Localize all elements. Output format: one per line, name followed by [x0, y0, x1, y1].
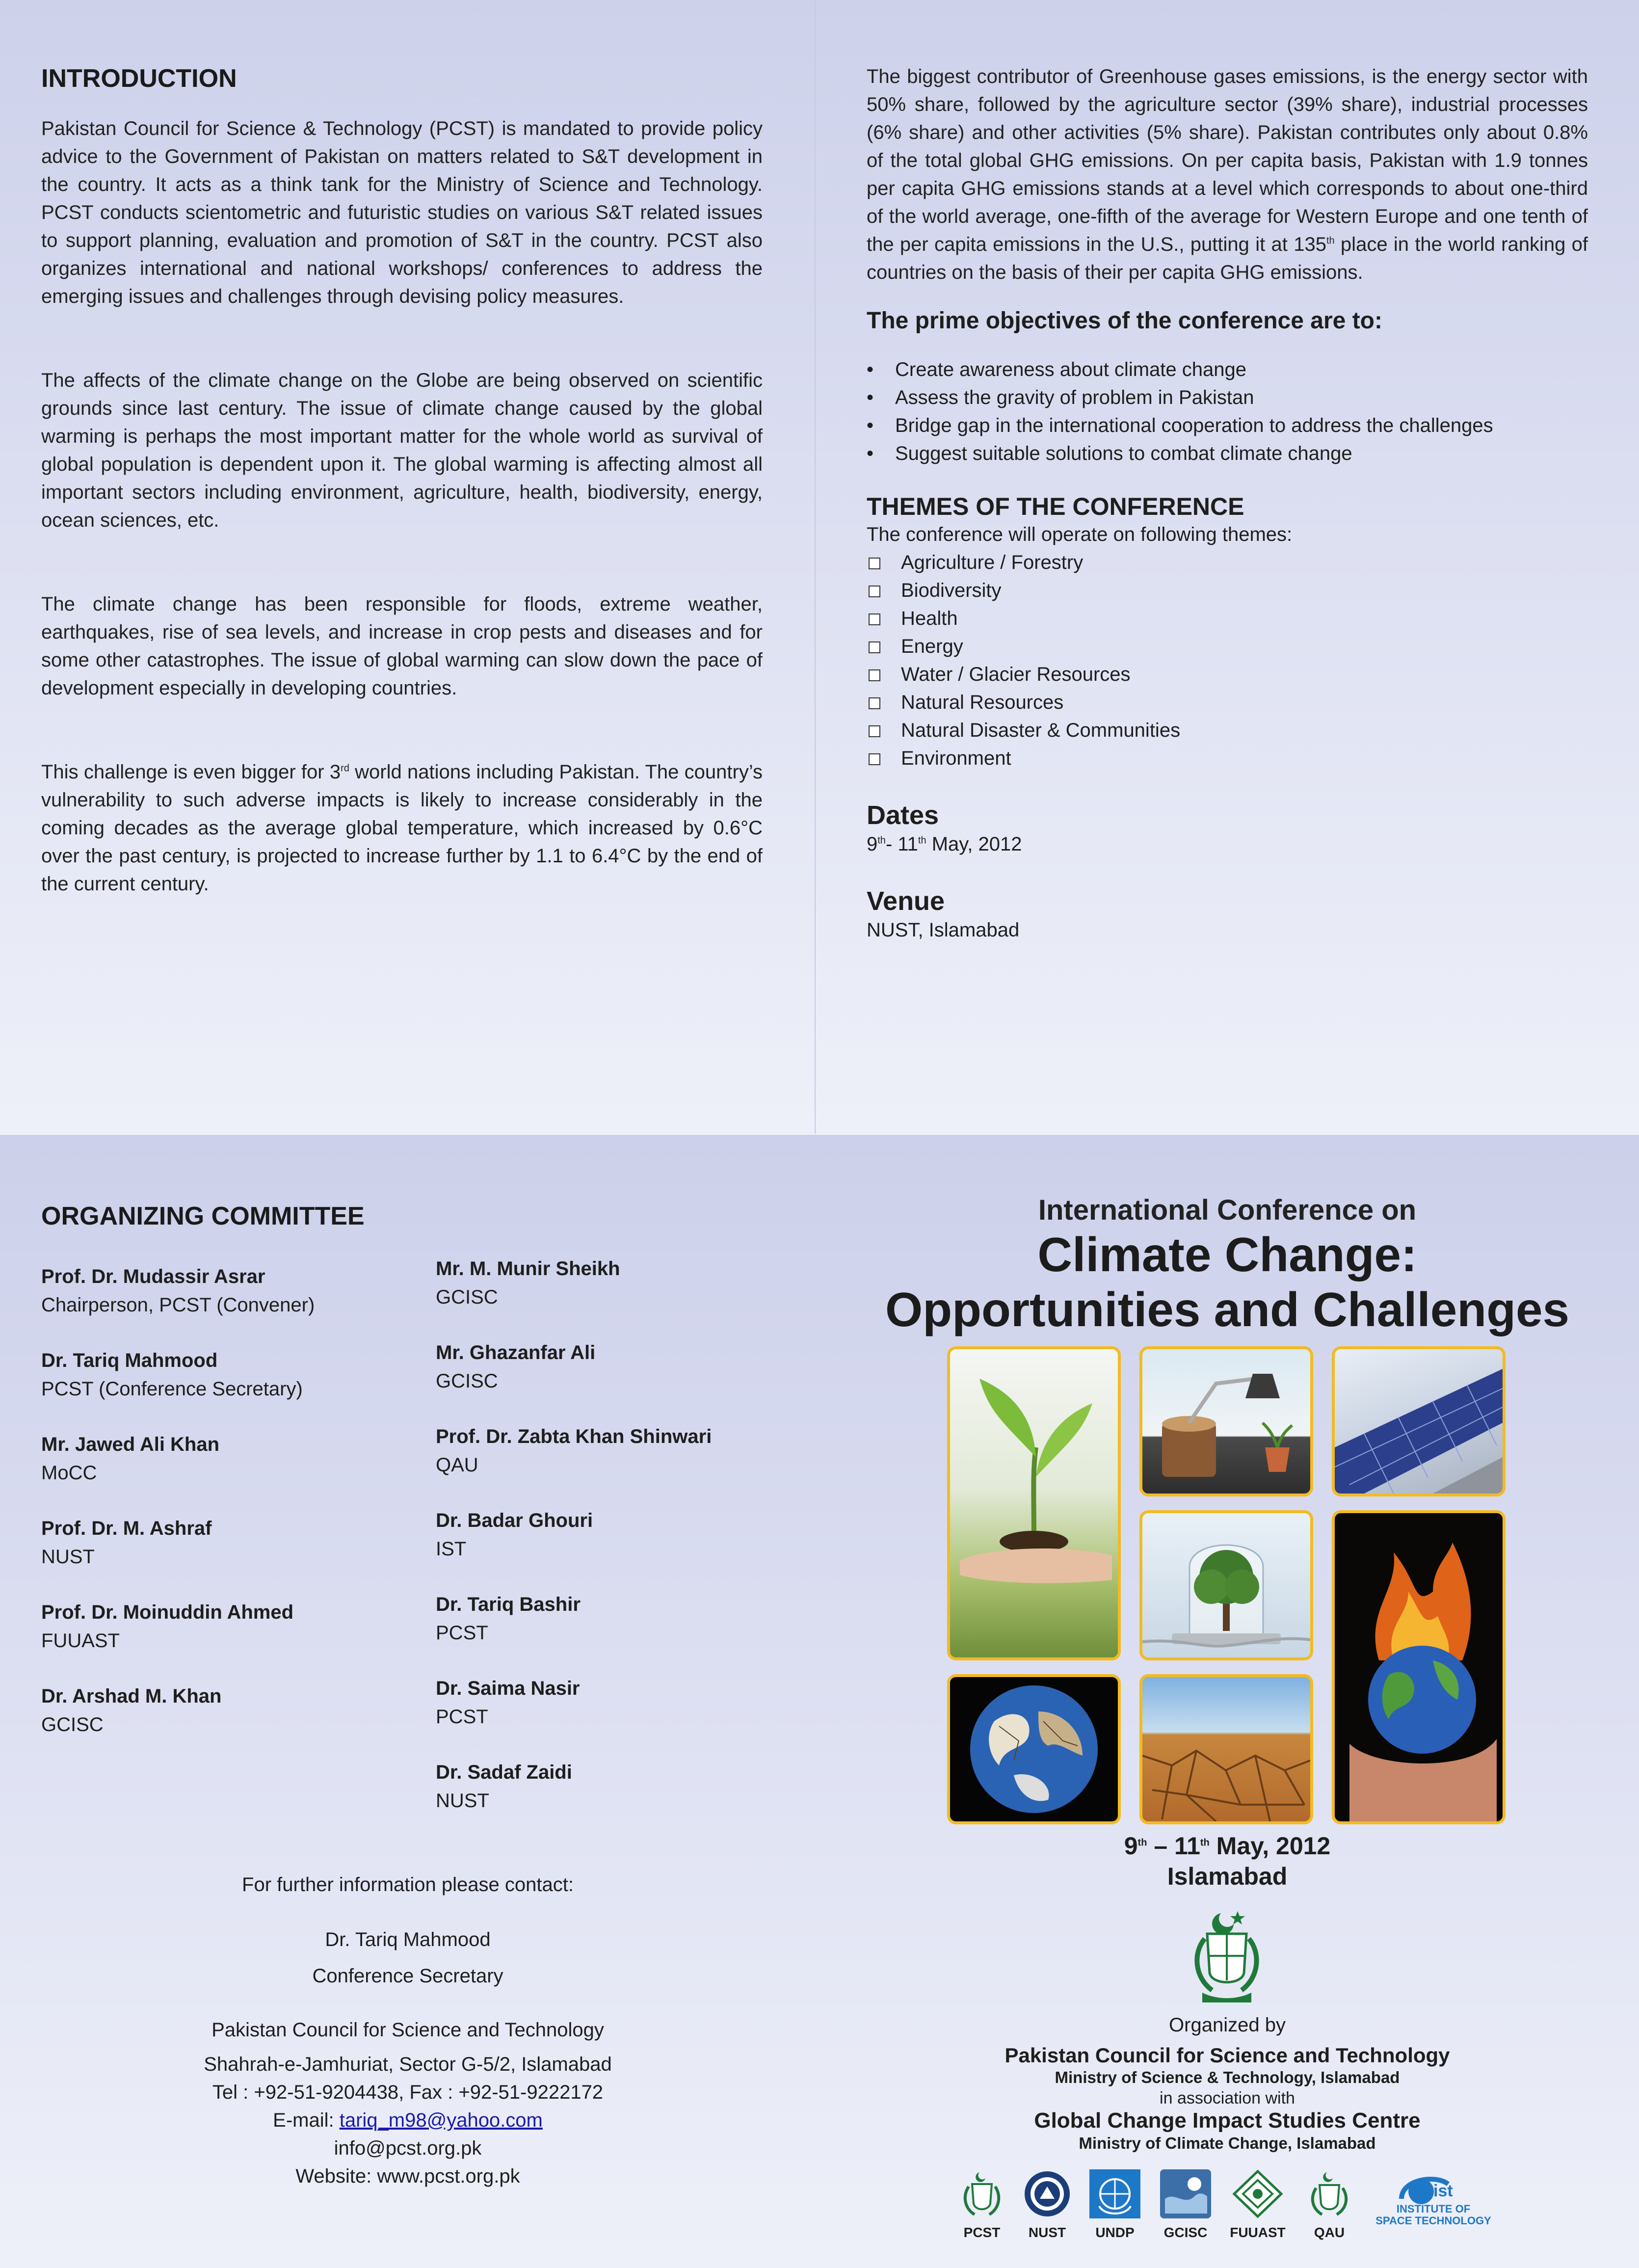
flaming-globe-icon: [1335, 1513, 1503, 1821]
committee-heading: ORGANIZING COMMITTEE: [41, 1202, 365, 1230]
partner-logos: [955, 2169, 1500, 2248]
committee-member: Dr. Sadaf Zaidi NUST: [436, 1761, 572, 1812]
objective-item: • Bridge gap in the international cooperation to address the challenges: [867, 415, 1493, 436]
fuuast-emblem-icon: [1232, 2169, 1283, 2218]
lamp-and-plant-photo: [1139, 1346, 1313, 1496]
committee-member: Prof. Dr. M. Ashraf NUST: [41, 1518, 212, 1568]
contact-email-line: [0, 2107, 816, 2135]
committee-member: Prof. Dr. Moinuddin Ahmed FUUAST: [41, 1601, 294, 1652]
cover-dates: [816, 1831, 1639, 1892]
cover-city: Islamabad: [1167, 1863, 1288, 1890]
organizer-pcst: Pakistan Council for Science and Technology: [1005, 2044, 1450, 2067]
ghg-text-a: The biggest contributor of Greenhouse gases emissions, is the energy sector with 50% share, followed by the agriculture sector (39% share), industrial processes (6% share) and other activities (5% share). Pakistan contributes only about 0.8% of the total global GHG emissions. On per capita basis, Pakistan with 1.9 tonnes per capita GHG emissions stands at a level which corresponds to about one-third of the world average, one-fifth of the average for Western Europe and one tenth of the per capita emissions in the U.S., putting it at 135: [867, 66, 1588, 255]
intro-paragraph-2: The affects of the climate change on the Globe are being observed on scientific grounds since last century. The issue of climate change caused by the global warming is perhaps the most important matter for the whole world as survival of global population is dependent upon it. The global warming is affecting almost all important sectors including environment, agriculture, health, biodiversity, energy, ocean sciences, etc.: [41, 370, 763, 531]
fold-line-horizontal: [0, 1134, 1639, 1135]
cracked-earth-globe-photo: [947, 1674, 1121, 1824]
pcst-emblem-icon: [960, 2169, 1004, 2218]
contact-intro: For further information please contact:: [242, 1874, 574, 1895]
gcisc-emblem-icon: [1160, 2169, 1211, 2218]
intro-p4-text-b: world nations including Pakistan. The country’s vulnerability to such adverse impacts is likely to increase considerably in the coming decades as the average global temperature, which increased by 0.6°C over the past century, is projected to increase further by 1.1 to 6.4°C by the end of the current century.: [41, 761, 763, 895]
committee-member: Mr. M. Munir Sheikh GCISC: [436, 1258, 620, 1308]
intro-p4-sup: rd: [341, 763, 349, 774]
committee-member: Mr. Ghazanfar Ali GCISC: [436, 1342, 596, 1392]
objectives-heading: The prime objectives of the conference are to:: [867, 308, 1382, 334]
ghg-text-b: place in the world ranking of countries on the basis of their per capita GHG emissions.: [867, 234, 1588, 283]
cover-subtitle: International Conference on: [1038, 1194, 1417, 1226]
checkbox-icon: [869, 725, 880, 737]
cover-title: [816, 1227, 1639, 1337]
theme-item: Biodiversity: [867, 577, 1588, 605]
objective-item: • Assess the gravity of problem in Pakistan: [867, 387, 1254, 408]
cover-date-line: 9th – 11th May, 2012: [1124, 1832, 1331, 1860]
email-link[interactable]: tariq_m98@yahoo.com: [339, 2109, 543, 2131]
qau-emblem-icon: [1307, 2169, 1351, 2218]
intro-paragraph-4: [41, 758, 763, 898]
tree-in-bell-jar-photo: [1139, 1510, 1313, 1660]
objective-item: • Suggest suitable solutions to combat climate change: [867, 443, 1352, 464]
ghg-sup: th: [1326, 235, 1335, 246]
introduction-heading: INTRODUCTION: [41, 64, 237, 93]
checkbox-icon: [869, 641, 880, 653]
cover-title-line-2: Opportunities and Challenges: [885, 1282, 1569, 1336]
organized-by-label: Organized by: [1169, 2014, 1286, 2036]
ist-wordmark-line-2: SPACE TECHNOLOGY: [1375, 2215, 1491, 2227]
themes-intro: The conference will operate on following themes:: [867, 524, 1293, 545]
contact-organization: Pakistan Council for Science and Technology: [211, 2019, 604, 2041]
checkbox-icon: [869, 558, 880, 569]
checkbox-icon: [869, 753, 880, 765]
gcisc-logo: GCISC: [1156, 2169, 1215, 2241]
intro-paragraph-1: Pakistan Council for Science & Technology (PCST) is mandated to provide policy advice to the Government of Pakistan on matters related to S&T development in the country. It acts as a think tank for the Ministry of Science and Technology. PCST conducts scientometric and futuristic studies on various S&T related issues to support planning, evaluation and promotion of S&T in the country. PCST also organizes international and national workshops/ conferences to address the emerging issues and challenges through devising policy measures.: [41, 118, 763, 307]
objectives-list: [867, 356, 1588, 468]
seedling-icon: [950, 1349, 1118, 1657]
venue-value: NUST, Islamabad: [867, 919, 1020, 941]
intro-p4-text-a: This challenge is even bigger for 3: [41, 761, 341, 783]
theme-item: Agriculture / Forestry: [867, 549, 1588, 577]
lamp-icon: [1142, 1349, 1310, 1494]
nust-logo: NUST: [1018, 2169, 1077, 2241]
committee-member: Prof. Dr. Mudassir Asrar Chairperson, PCST (Convener): [41, 1266, 315, 1316]
checkbox-icon: [869, 697, 880, 709]
intro-paragraph-3: The climate change has been responsible for floods, extreme weather, earthquakes, rise of sea levels, and increase in crop pests and diseases and for some other catastrophes. The issue of global warming can slow down the pace of development especially in developing countries.: [41, 593, 763, 699]
earth-globe-icon: [950, 1677, 1118, 1821]
contact-website: Website: www.pcst.org.pk: [295, 2165, 520, 2187]
theme-item: Natural Resources: [867, 689, 1588, 717]
ghg-paragraph: [867, 63, 1588, 287]
contact-role: Conference Secretary: [312, 1965, 503, 1987]
ist-logo: [1367, 2169, 1500, 2231]
solar-panel-icon: [1335, 1349, 1503, 1494]
ist-wordmark-icon: [1367, 2169, 1500, 2228]
solar-panel-photo: [1332, 1346, 1506, 1496]
committee-member: Prof. Dr. Zabta Khan Shinwari QAU: [436, 1426, 712, 1476]
nust-seal-icon: [1023, 2169, 1072, 2218]
themes-heading: THEMES OF THE CONFERENCE: [867, 493, 1244, 520]
contact-address: Shahrah-e-Jamhuriat, Sector G-5/2, Islamabad: [204, 2054, 612, 2075]
qau-logo: QAU: [1302, 2169, 1356, 2241]
organizer-pcst-ministry: Ministry of Science & Technology, Islamabad: [1055, 2068, 1400, 2086]
theme-item: Environment: [867, 745, 1588, 773]
globe-in-flames-photo: [1332, 1510, 1506, 1824]
bell-jar-icon: [1142, 1513, 1310, 1657]
theme-item: Health: [867, 605, 1588, 633]
organizer-gcisc: Global Change Impact Studies Centre: [1034, 2108, 1421, 2133]
fuuast-logo: FUUAST: [1226, 2169, 1290, 2241]
checkbox-icon: [869, 669, 880, 681]
theme-item: Natural Disaster & Communities: [867, 717, 1588, 745]
dates-value: 9th- 11th May, 2012: [867, 833, 1022, 855]
email-label: E-mail:: [273, 2109, 340, 2131]
association-label: in association with: [1160, 2089, 1295, 2108]
cracked-ground-icon: [1142, 1677, 1310, 1821]
seedling-in-hand-photo: [947, 1346, 1121, 1660]
committee-member: Mr. Jawed Ali Khan MoCC: [41, 1434, 220, 1484]
dates-heading: Dates: [867, 800, 939, 830]
theme-item: Energy: [867, 633, 1588, 661]
objectives-section: [867, 63, 1588, 944]
ist-wordmark-line-1: INSTITUTE OF: [1396, 2203, 1471, 2215]
pcst-logo: PCST: [955, 2169, 1009, 2241]
committee-member: Dr. Arshad M. Khan GCISC: [41, 1685, 222, 1735]
venue-heading: Venue: [867, 886, 945, 916]
cover-title-line-1: Climate Change:: [1037, 1227, 1417, 1281]
theme-item: Water / Glacier Resources: [867, 661, 1588, 689]
introduction-section: [41, 64, 763, 898]
committee-member: Dr. Badar Ghouri IST: [436, 1510, 593, 1560]
checkbox-icon: [869, 586, 880, 597]
contact-email-2: info@pcst.org.pk: [334, 2137, 482, 2159]
un-emblem-icon: [1089, 2169, 1140, 2218]
themes-list: [867, 549, 1588, 773]
cracked-desert-photo: [1139, 1674, 1313, 1824]
objective-item: • Create awareness about climate change: [867, 359, 1246, 380]
pakistan-emblem-icon: [1183, 1904, 1271, 2007]
committee-member: Dr. Saima Nasir PCST: [436, 1678, 580, 1728]
contact-name: Dr. Tariq Mahmood: [325, 1929, 491, 1950]
checkbox-icon: [869, 614, 880, 625]
fold-line-vertical: [815, 0, 816, 1135]
committee-member: Dr. Tariq Bashir PCST: [436, 1594, 581, 1644]
undp-logo: UNDP: [1085, 2169, 1144, 2241]
svg-text:ist: ist: [1433, 2182, 1453, 2200]
organizer-gcisc-ministry: Ministry of Climate Change, Islamabad: [1079, 2134, 1376, 2152]
contact-phone: Tel : +92-51-9204438, Fax : +92-51-9222172: [212, 2081, 604, 2103]
committee-member: Dr. Tariq Mahmood PCST (Conference Secretary): [41, 1350, 303, 1400]
